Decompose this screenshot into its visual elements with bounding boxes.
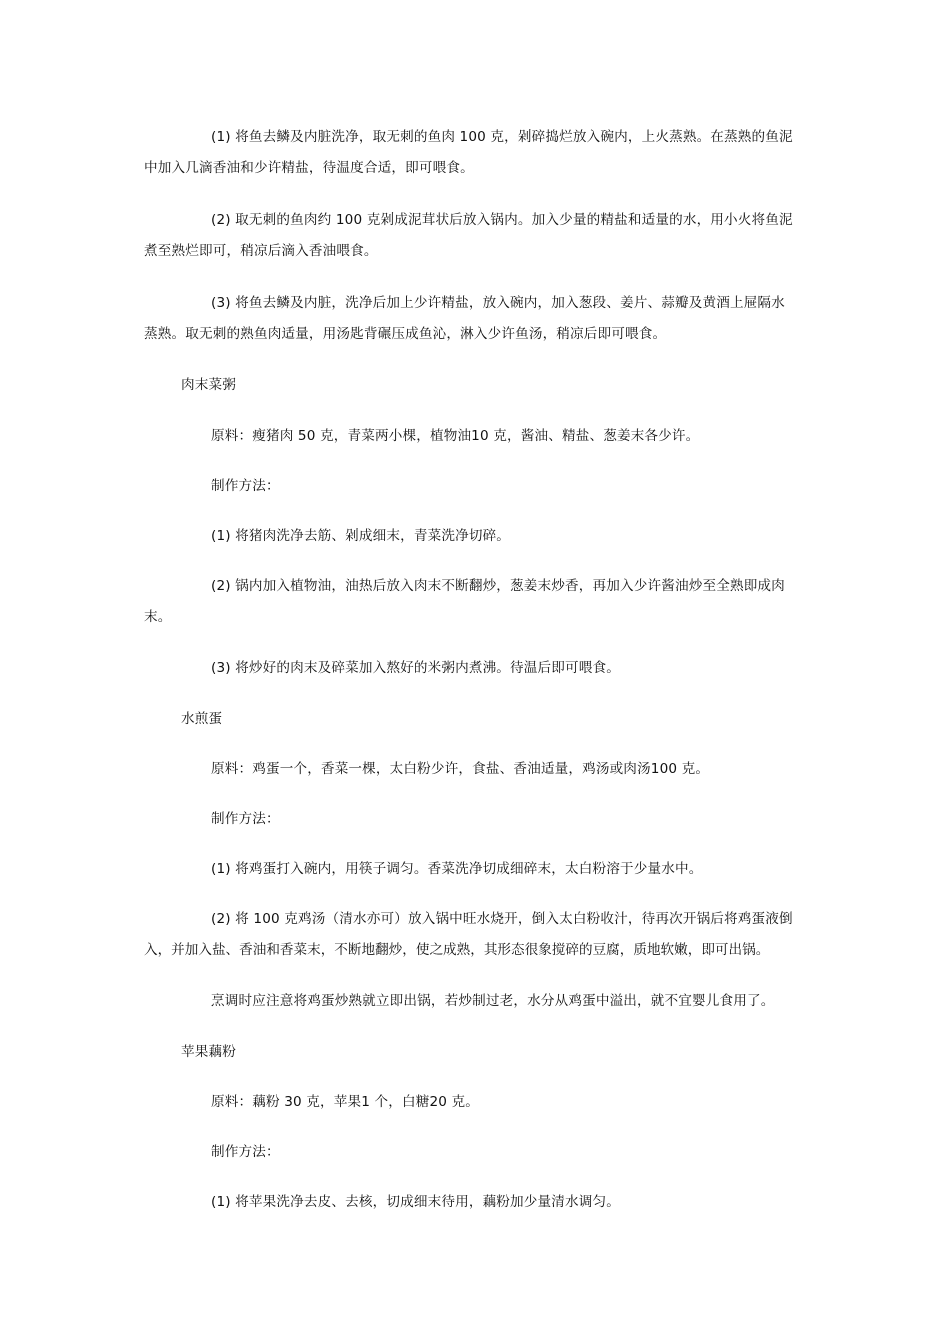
paragraph-line: 原料：瘦猪肉 50 克，青菜两小棵，植物油10 克，酱油、精盐、葱姜末各少许。 xyxy=(211,428,700,444)
paragraph-line: (1) 将鱼去鳞及内脏洗净，取无刺的鱼肉 100 克，剁碎捣烂放入碗内，上火蒸熟。在蒸熟的鱼泥 xyxy=(211,129,793,145)
paragraph-line: 煮至熟烂即可，稍凉后滴入香油喂食。 xyxy=(144,243,378,259)
paragraph-line: 制作方法： xyxy=(211,811,280,827)
section-title: 苹果藕粉 xyxy=(181,1044,236,1060)
section-title: 肉末菜粥 xyxy=(181,377,236,393)
paragraph-line: 蒸熟。取无刺的熟鱼肉适量，用汤匙背碾压成鱼沁，淋入少许鱼汤，稍凉后即可喂食。 xyxy=(144,326,667,342)
paragraph-line: 制作方法： xyxy=(211,1144,280,1160)
paragraph-line: 末。 xyxy=(144,609,172,625)
paragraph-line: 中加入几滴香油和少许精盐，待温度合适，即可喂食。 xyxy=(144,160,474,176)
paragraph-line: 制作方法： xyxy=(211,478,280,494)
paragraph-line: (1) 将猪肉洗净去筋、剁成细末，青菜洗净切碎。 xyxy=(211,528,511,544)
paragraph-line: (2) 将 100 克鸡汤（清水亦可）放入锅中旺水烧开，倒入太白粉收汁，待再次开锅后将鸡蛋液倒 xyxy=(211,911,793,927)
paragraph-line: 烹调时应注意将鸡蛋炒熟就立即出锅，若炒制过老，水分从鸡蛋中溢出，就不宜婴儿食用了。 xyxy=(211,993,775,1009)
paragraph-line: (3) 将炒好的肉末及碎菜加入熬好的米粥内煮沸。待温后即可喂食。 xyxy=(211,660,620,676)
paragraph-line: (1) 将苹果洗净去皮、去核，切成细末待用，藕粉加少量清水调匀。 xyxy=(211,1194,620,1210)
paragraph-line: 原料：藕粉 30 克，苹果1 个，白糖20 克。 xyxy=(211,1094,480,1110)
paragraph-line: (2) 锅内加入植物油，油热后放入肉末不断翻炒，葱姜末炒香，再加入少许酱油炒至全熟即成肉 xyxy=(211,578,785,594)
paragraph-line: (3) 将鱼去鳞及内脏，洗净后加上少许精盐，放入碗内，加入葱段、姜片、蒜瓣及黄酒上屉隔水 xyxy=(211,295,785,311)
paragraph-line: 入，并加入盐、香油和香菜末，不断地翻炒，使之成熟，其形态很象搅碎的豆腐，质地软嫩，即可出锅。 xyxy=(144,942,770,958)
paragraph-line: (1) 将鸡蛋打入碗内，用筷子调匀。香菜洗净切成细碎末，太白粉溶于少量水中。 xyxy=(211,861,703,877)
paragraph-line: (2) 取无刺的鱼肉约 100 克剁成泥茸状后放入锅内。加入少量的精盐和适量的水，用小火将鱼泥 xyxy=(211,212,793,228)
paragraph-line: 原料：鸡蛋一个，香菜一棵，太白粉少许，食盐、香油适量，鸡汤或肉汤100 克。 xyxy=(211,761,710,777)
section-title: 水煎蛋 xyxy=(181,711,223,727)
